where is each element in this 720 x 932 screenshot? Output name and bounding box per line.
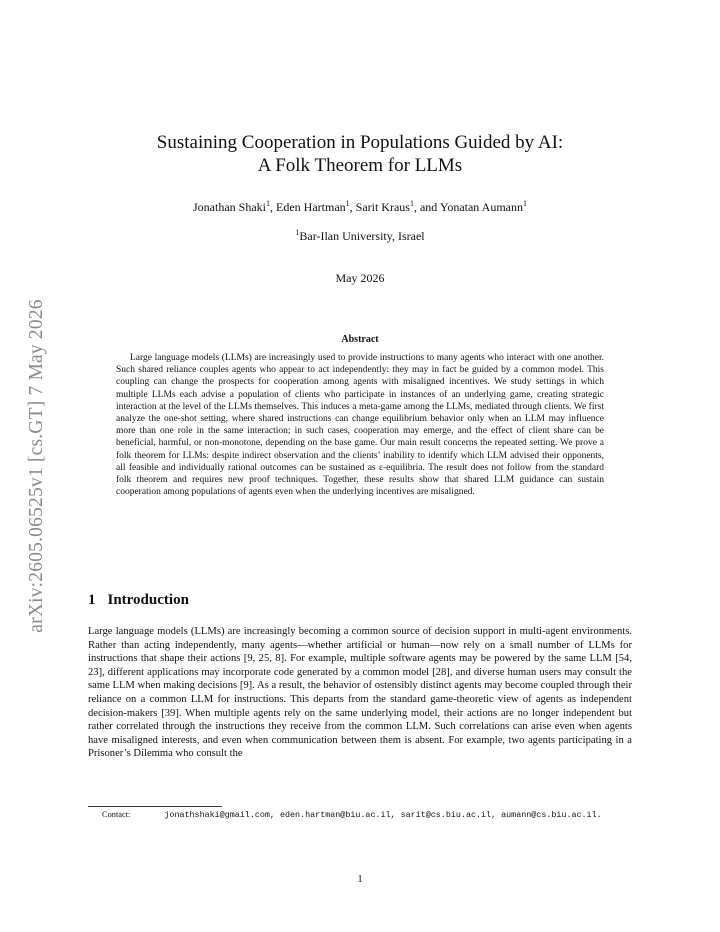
author bbox=[356, 200, 440, 214]
author-separator: , bbox=[349, 200, 356, 214]
paper-title bbox=[88, 131, 632, 177]
author bbox=[276, 200, 356, 214]
abstract-text: Large language models (LLMs) are increasingly used to provide instructions to many agents who interact with one another. Such shared reliance couples agents who appear to act independently: they may in fact be guided by a common model. This coupling can change the prospects for cooperation among agents with misaligned incentives. We study settings in which multiple LLMs each advise a population of clients who participate in instances of an underlying game, creating strategic interaction at the level of the LLMs themselves. This induces a meta-game among the LLMs, mediated through clients. We first analyze the one-shot setting, where shared instructions can change equilibrium behavior only when an LLM may influence more than one role in the same interaction; in such cases, cooperation may emerge, and the effect of client share can be beneficial, harmful, or non-monotone, depending on the base game. Our main result concerns the repeated setting. We prove a folk theorem for LLMs: despite indirect observation and the clients’ inability to identify which LLM advised their opponents, all feasible and individually rational outcomes can be sustained as ε-equilibria. The result does not follow from the standard folk theorem and requires new proof techniques. Together, these results show that shared LLM guidance can sustain cooperation among populations of agents even when the underlying incentives are misaligned. bbox=[116, 353, 604, 498]
author bbox=[440, 200, 527, 214]
section-number: 1 bbox=[88, 592, 96, 608]
affiliation-mark: 1 bbox=[266, 199, 270, 208]
section-heading bbox=[88, 591, 632, 609]
affiliation-mark: 1 bbox=[522, 199, 527, 208]
introduction-paragraph: Large language models (LLMs) are increasingly becoming a common source of decision support in multi-agent environments. Rather than acting independently, many agents—whether artificial or human—now rely on a small number of LLMs for instructions that shape their actions [9, 25, 8]. For example, multiple software agents may be powered by the same LLM [54, 23], different applications may incorporate code generated by a common model [28], and diverse human users may consult the same LLM when making decisions [9]. As a result, the behavior of ostensibly distinct agents may become coupled through their reliance on a common LLM for instructions. This departs from the standard game-theoretic view of agents as independent decision-makers [39]. When multiple agents rely on the same underlying model, their actions are no longer independent but rather correlated through the instructions they receive from the common LLM. Such correlations can arise even when agents have misaligned interests, and even when communication between them is absent. For example, two agents participating in a Prisoner’s Dilemma who consult the bbox=[88, 626, 632, 760]
abstract-heading: Abstract bbox=[341, 334, 379, 345]
arxiv-identifier-text: arXiv:2605.06525v1 [cs.GT] 7 May 2026 bbox=[26, 299, 47, 633]
footnote-label: Contact: bbox=[102, 810, 131, 819]
publication-date: May 2026 bbox=[335, 271, 385, 285]
author-separator: , bbox=[270, 200, 276, 214]
author bbox=[193, 200, 276, 214]
title-line-1: Sustaining Cooperation in Populations Guided by AI: bbox=[156, 132, 564, 153]
contact-emails: jonathshaki@gmail.com, eden.hartman@biu.ac.il, sarit@cs.biu.ac.il, aumann@cs.biu.ac.il. bbox=[164, 810, 602, 820]
section-title: Introduction bbox=[107, 592, 189, 608]
footnote-rule bbox=[88, 806, 222, 807]
affiliation bbox=[88, 229, 632, 244]
author-name: Jonathan Shaki bbox=[193, 200, 266, 214]
author-separator: , and bbox=[413, 200, 440, 214]
affiliation-mark: 1 bbox=[345, 199, 350, 208]
affiliation-mark: 1 bbox=[295, 228, 300, 237]
page-number: 1 bbox=[357, 874, 363, 885]
affiliation-mark: 1 bbox=[409, 199, 414, 208]
affiliation-name: Bar-Ilan University, Israel bbox=[299, 229, 425, 243]
author-name: Eden Hartman bbox=[276, 200, 346, 214]
author-name: Yonatan Aumann bbox=[439, 200, 523, 214]
title-line-2: A Folk Theorem for LLMs bbox=[257, 155, 463, 176]
author-name: Sarit Kraus bbox=[355, 200, 410, 214]
arxiv-identifier bbox=[22, 262, 52, 670]
footnote bbox=[88, 809, 632, 821]
author-list bbox=[88, 200, 632, 215]
